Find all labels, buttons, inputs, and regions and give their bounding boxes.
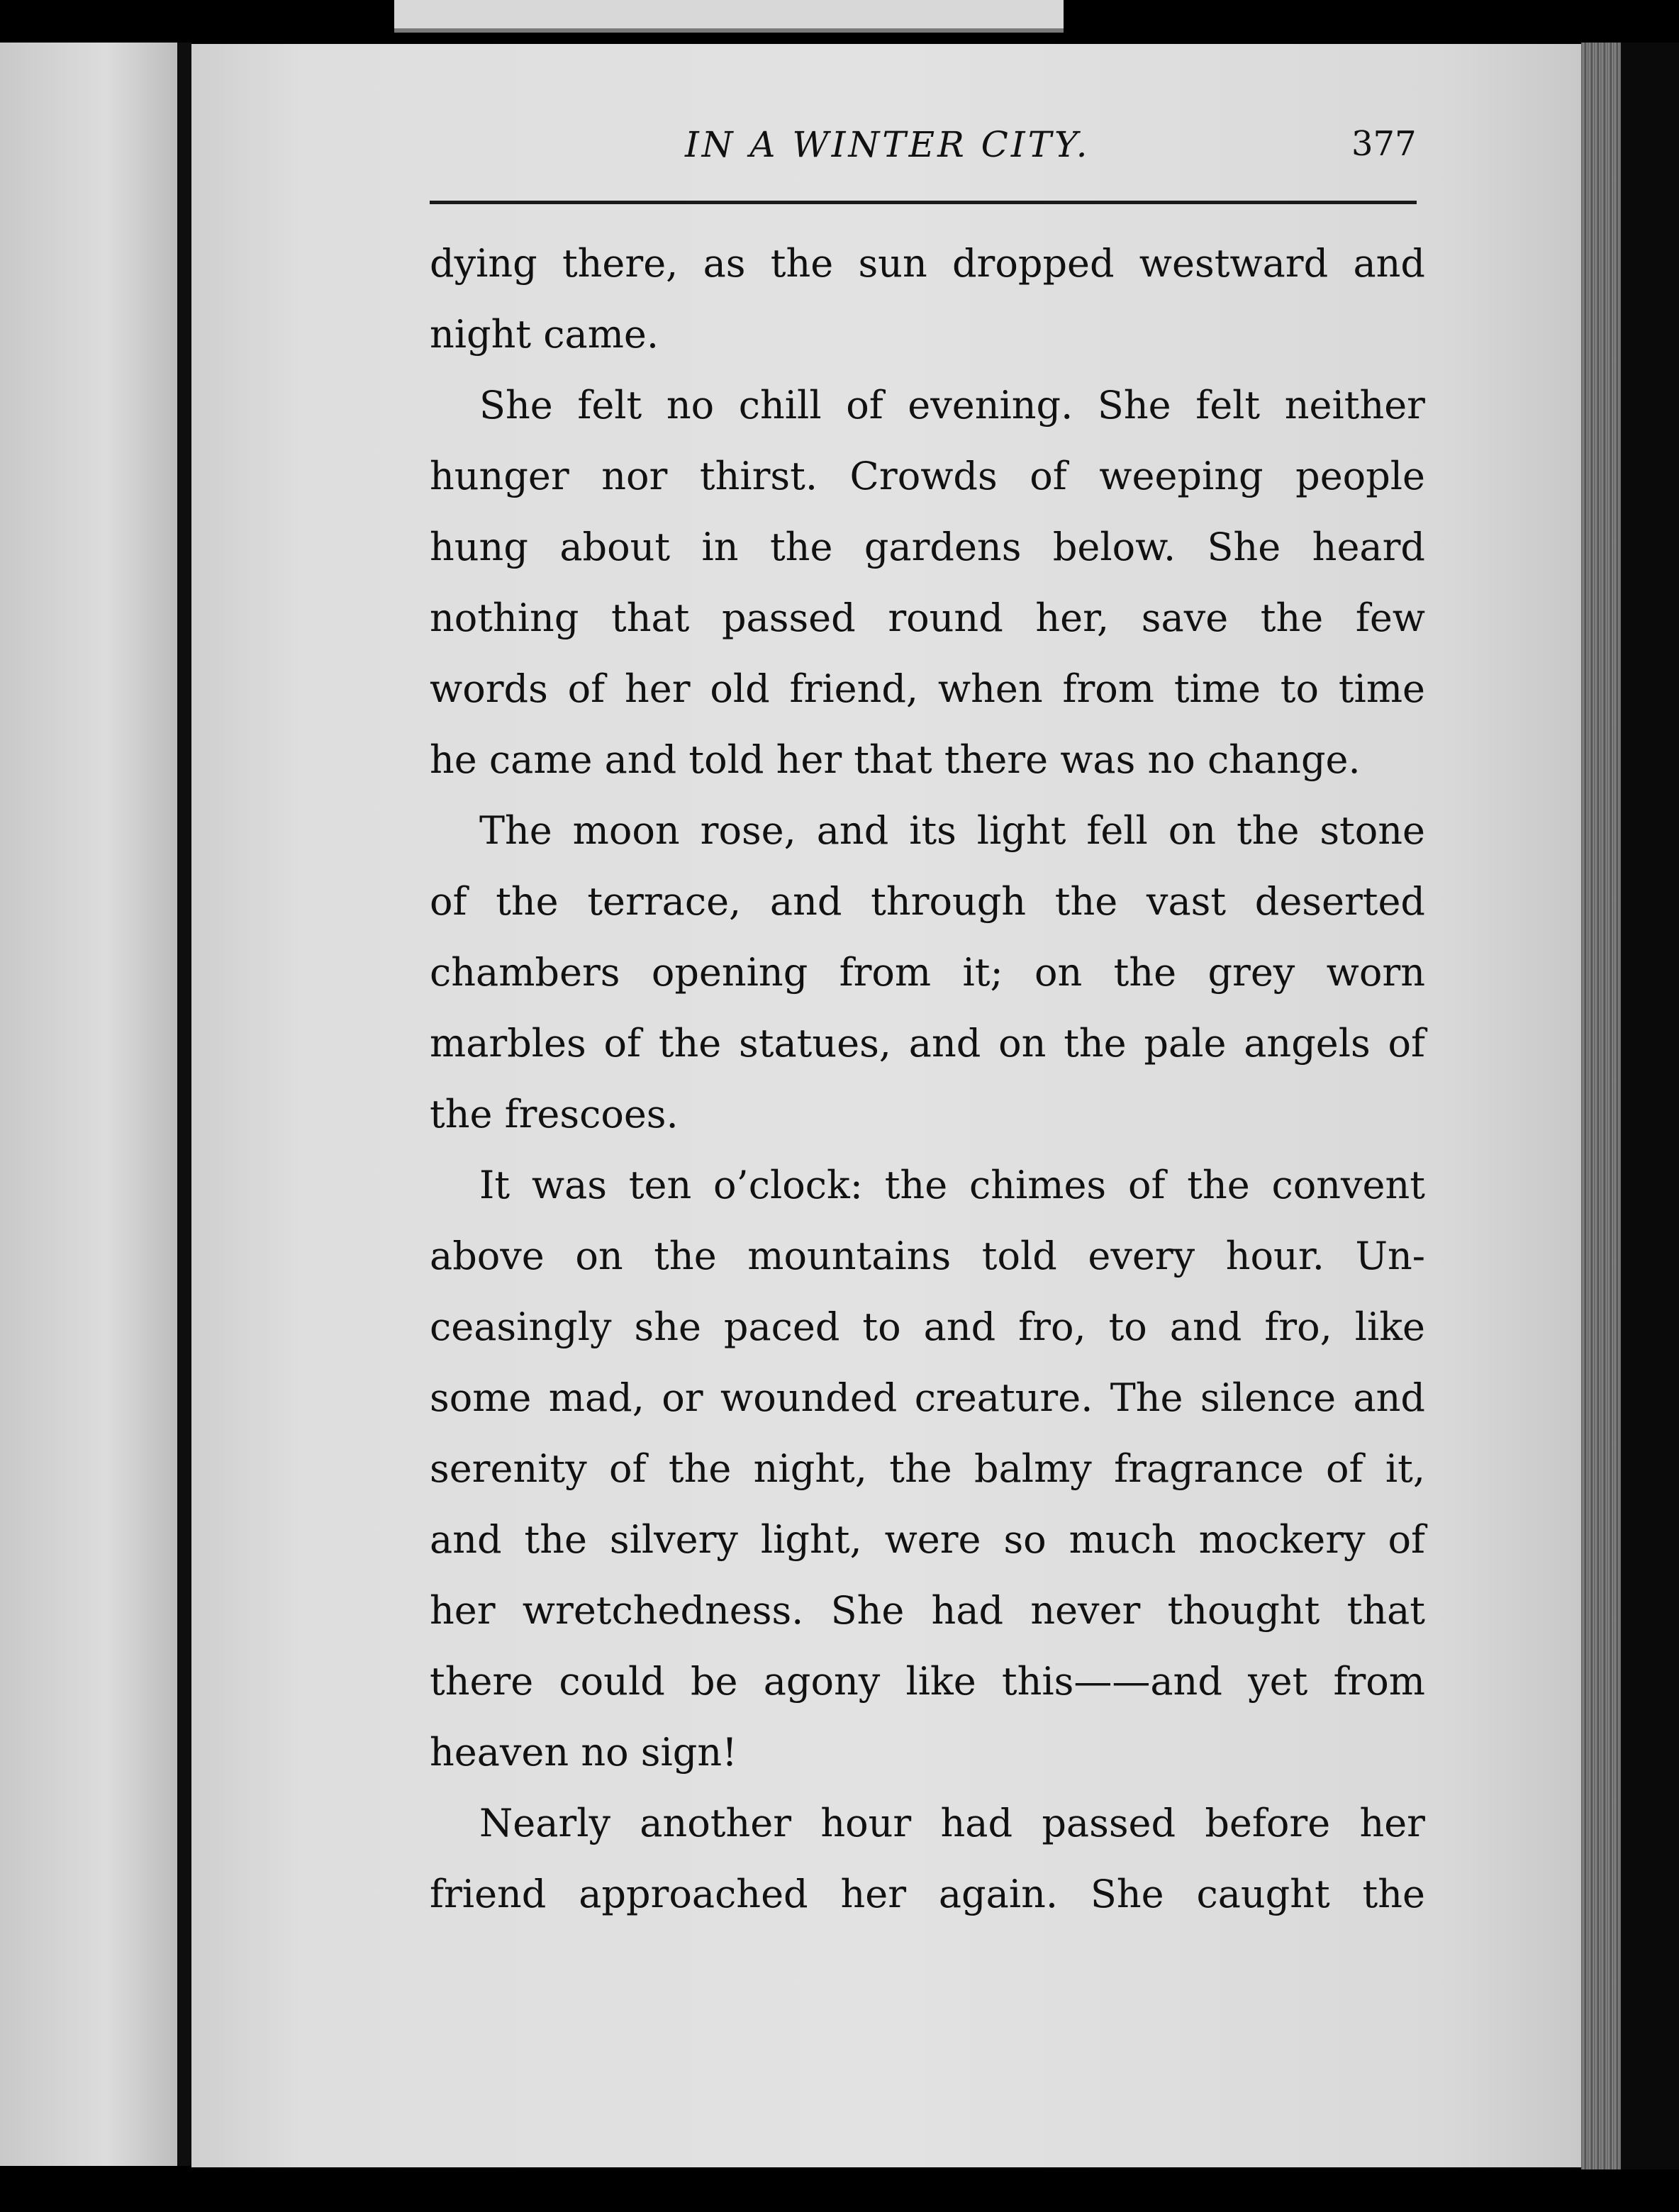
text-line: her wretchedness. She had never thought that [430,1588,1425,1633]
text-line: night came. [430,312,659,357]
text-line: chambers opening from it; on the grey worn [430,950,1425,995]
text-line: heaven no sign! [430,1730,737,1775]
text-line: ceasingly she paced to and fro, to and fro, like [430,1305,1425,1349]
facing-page-edge [0,43,177,2166]
text-line: hunger nor thirst. Crowds of weeping people [430,454,1425,498]
text-line: there could be agony like this——and yet from [430,1659,1425,1704]
text-line: and the silvery light, were so much mockery of [430,1517,1425,1562]
body-text [430,228,1425,1930]
text-line: marbles of the statues, and on the pale angels of [430,1021,1425,1066]
page-stack-edges [1581,43,1621,2169]
running-title: IN A WINTER CITY. [685,124,1090,165]
text-line: hung about in the gardens below. She heard [430,525,1425,569]
text-line: serenity of the night, the balmy fragrance of it, [430,1446,1425,1491]
text-line: the frescoes. [430,1092,679,1136]
text-line: She felt no chill of evening. She felt neither [479,383,1425,428]
text-line: nothing that passed round her, save the few [430,596,1425,640]
text-line: friend approached her again. She caught the [430,1872,1425,1916]
page-number: 377 [1351,124,1417,164]
text-line: It was ten o’clock: the chimes of the convent [479,1163,1425,1207]
text-line: words of her old friend, when from time to time [430,666,1425,711]
text-line: he came and told her that there was no change. [430,737,1361,782]
text-line: dying there, as the sun dropped westward and [430,241,1425,286]
running-head [430,117,1422,174]
text-line: Nearly another hour had passed before her [479,1801,1425,1845]
scan-border [1621,43,1679,2169]
book-gutter [177,43,191,2166]
text-line: of the terrace, and through the vast deserted [430,879,1425,924]
text-line: some mad, or wounded creature. The silence and [430,1375,1425,1420]
scan-top-tab [394,0,1064,33]
header-rule [430,201,1417,204]
text-line: above on the mountains told every hour. Un- [430,1234,1425,1278]
text-line: The moon rose, and its light fell on the stone [479,808,1425,853]
